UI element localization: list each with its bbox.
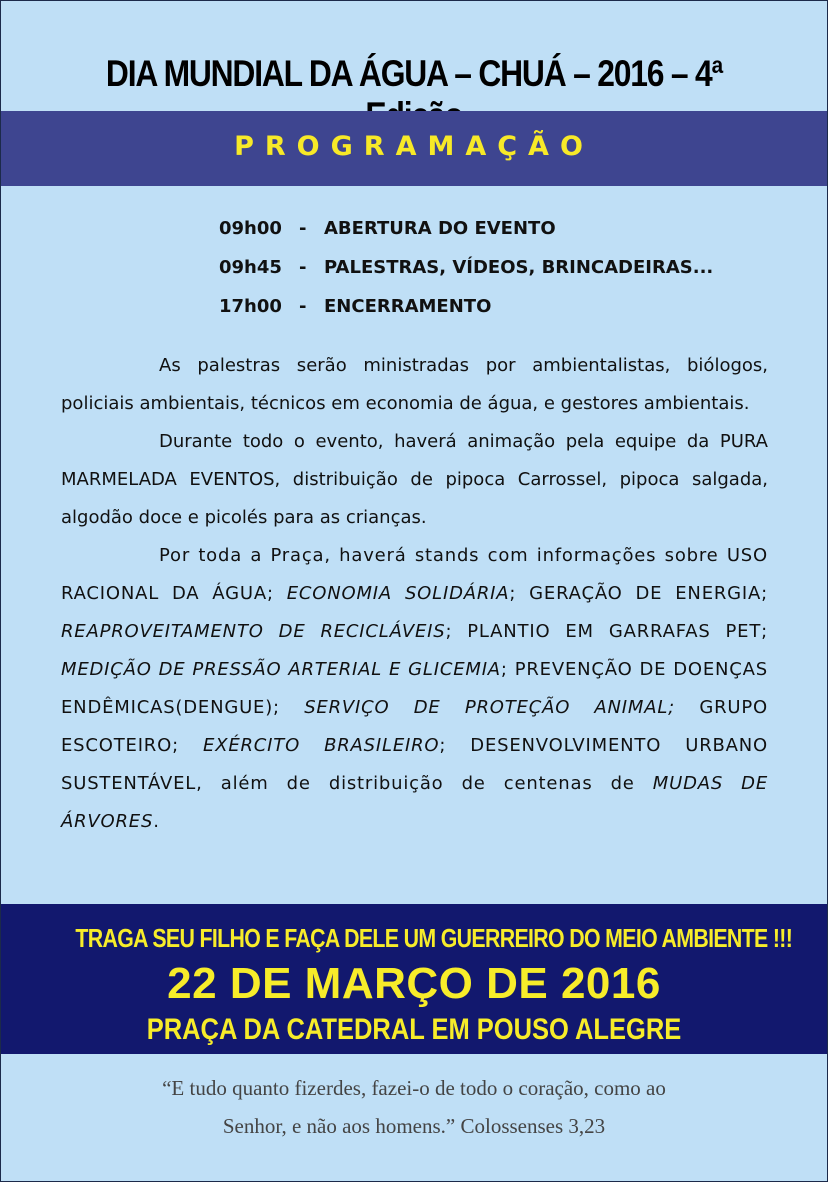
schedule-activity: ABERTURA DO EVENTO	[324, 218, 556, 239]
event-date: 22 DE MARÇO DE 2016	[167, 959, 661, 1008]
schedule-time: 09h45	[219, 257, 282, 278]
body-text	[61, 347, 768, 841]
stands-item-italic: MUDAS DE ÁRVORES	[61, 773, 768, 832]
programacao-heading: PROGRAMAÇÃO	[234, 131, 594, 162]
stands-text: ; PREVENÇÃO DE DOENÇAS ENDÊMICAS(DENGUE);	[61, 659, 768, 718]
schedule-row	[219, 254, 713, 293]
event-title: DIA MUNDIAL DA ÁGUA – CHUÁ – 2016 – 4ª	[105, 53, 723, 94]
stands-text: .	[153, 811, 160, 832]
bible-quote	[1, 1069, 827, 1145]
stands-text: ; PLANTIO EM GARRAFAS PET;	[445, 621, 768, 642]
stands-text: ; DESENVOLVIMENTO URBANO SUSTENTÁVEL, além de distribuição de centenas de	[61, 735, 768, 794]
stands-text: ; GERAÇÃO DE ENERGIA;	[509, 583, 769, 604]
schedule-time: 17h00	[219, 296, 282, 317]
schedule-separator: -	[299, 218, 307, 239]
paragraph-stands	[61, 537, 768, 841]
quote-line: Senhor, e não aos homens.” Colossenses 3,23	[222, 1114, 606, 1138]
paragraph-entertainment: Durante todo o evento, haverá animação pela equipe da PURA MARMELADA EVENTOS, distribuição de pipoca Carrossel, pipoca salgada, algodão doce e picolés para as crianças.	[61, 431, 768, 528]
stands-item-italic: EXÉRCITO BRASILEIRO	[203, 735, 440, 756]
stands-text: GRUPO ESCOTEIRO;	[61, 697, 768, 756]
schedule-row	[219, 215, 713, 254]
paragraph-speakers: As palestras serão ministradas por ambientalistas, biólogos, policiais ambientais, técnicos em economia de água, e gestores ambientais.	[61, 355, 768, 414]
schedule-activity: ENCERRAMENTO	[324, 296, 492, 317]
stands-item-italic: MEDIÇÃO DE PRESSÃO ARTERIAL E GLICEMIA	[61, 659, 501, 680]
schedule-time: 09h00	[219, 218, 282, 239]
schedule-separator: -	[299, 296, 307, 317]
stands-item-italic: REAPROVEITAMENTO DE RECICLÁVEIS	[61, 621, 446, 642]
stands-item-italic: ECONOMIA SOLIDÁRIA	[286, 583, 510, 604]
quote-line: “E tudo quanto fizerdes, fazei-o de todo o coração, como ao	[162, 1076, 666, 1100]
stands-item-italic: SERVIÇO DE PROTEÇÃO ANIMAL;	[304, 697, 676, 718]
schedule-activity: PALESTRAS, VÍDEOS, BRINCADEIRAS...	[324, 257, 714, 278]
schedule-row	[219, 293, 713, 332]
cta-slogan: TRAGA SEU FILHO E FAÇA DELE UM GUERREIRO DO MEIO AMBIENTE !!!	[75, 923, 793, 953]
stands-text: Por toda a Praça, haverá stands com informações sobre USO RACIONAL DA ÁGUA;	[61, 545, 768, 604]
schedule-list	[219, 215, 713, 332]
event-location: PRAÇA DA CATEDRAL EM POUSO ALEGRE	[146, 1013, 682, 1046]
schedule-separator: -	[299, 257, 307, 278]
